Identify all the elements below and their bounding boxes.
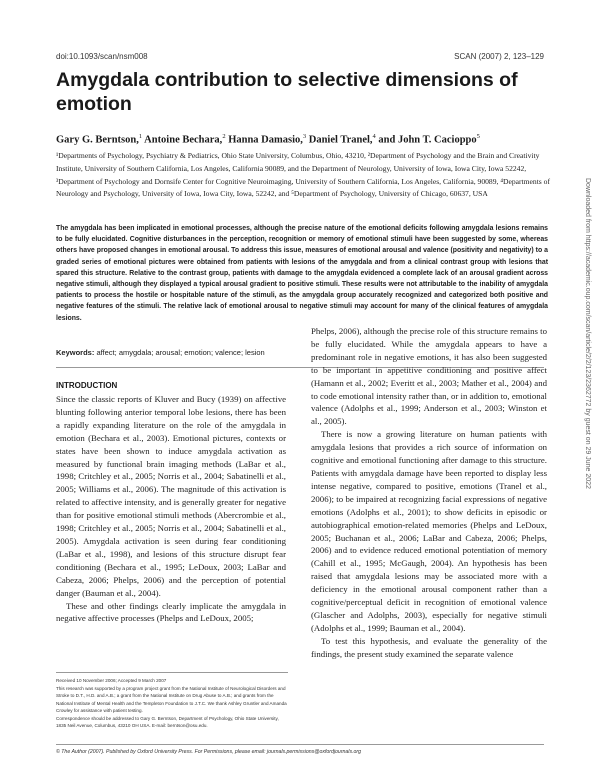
- paragraph: There is now a growing literature on human patients with amygdala lesions that provides a rich source of information on cognitive and emotional functioning after damage to this structure. Patients with amygdala damage have been reported to display less intense negative, compared to positive, emotions (Tranel et al., 2006); to be impaired at recognizing facial expressions of negative emotions (Adolphs et al., 2001); to show deficits in episodic or autobiographical emotion-related memories (Phelps and LeDoux, 2005; Buchanan et al., 2006; LaBar and Cabeza, 2006; Phelps, 2006) and to evidence reduced emotional potentiation of memory (Cahill et al., 1995; McGaugh, 2004). An hypothesis has been raised that amygdala lesions may be associated more with a deficiency in the emotional arousal component rather than a cognitive/perceptual deficit in recognition of emotional valence (Glascher and Adolphs, 2003), especially for negative stimuli (Adolphs et al., 1999; Bauman et al., 2004).: [311, 429, 547, 633]
- author-name: and John T. Cacioppo: [378, 134, 477, 146]
- funding-note: This research was supported by a program project grant from the National Institute of Neurological Disorders and Stroke to D.T., H.D. and A.B.; a grant from the National Institute on Drug Abuse to A.B.; and grants from the National Institute of Mental Health and the Templeton Foundation to J.T.C. We thank Ashley Gruntler and Amanda Crowley for assistance with patient testing.: [56, 685, 287, 713]
- affiliations: ¹Departments of Psychology, Psychiatry & Pediatrics, Ohio State University, Columbus, Ohio, 43210, ²Department of Psychology and the Brain and Creativity Institute, University of Southern California, Los Angeles, California 90089, and the Department of Neurology, University of Iowa, Iowa City, Iowa 52242, ³Department of Psychology and Dornsife Center for Cognitive Neuroimaging, University of Southern California, Los Angeles, California, 90089, ⁴Departments of Neurology and Psychology, University of Iowa, Iowa City, Iowa, 52242, and ⁵Department of Psychology, University of Chicago, 60637, USA: [56, 151, 550, 199]
- author-name: Daniel Tranel,: [308, 134, 373, 146]
- paragraph: Since the classic reports of Kluver and Bucy (1939) on affective blunting following anterior temporal lobe lesions, there has been a rapidly expanding literature on the role of the amygdala in emotion (Bechara et al., 2003). Emotional pictures, contexts or states have been shown to induce amygdala activation as measured by functional brain imaging methods (LaBar et al., 1998; Critchley et al., 2005; Norris et al., 2004; Sabatinelli et al., 2005; Williams et al., 2006). The magnitude of this activation is related to affective intensity, and is generally greater for negative than for positive emotional stimuli methods (Abercrombie et al., 1998; Critchley et al., 2005; Norris et al., 2004; Sabatinelli et al., 2005). Amygdala activation is seen during fear conditioning (LaBar et al., 1998), and lesions of this structure disrupt fear conditioning (Bechara et al., 1995; LeDoux, 2003; LaBar and Cabeza, 2006; Phelps, 2006) and the perception of potential danger (Bauman et al., 2004).: [56, 394, 286, 598]
- author-affiliation-number: 5: [476, 133, 480, 140]
- correspondence-note: Correspondence should be addressed to Gary G. Berntson, Department of Psychology, Ohio State University, 1835 Neil Avenue, Columbus, 43210 OH USA. E-mail: berntson@osu.edu.: [56, 715, 279, 728]
- paragraph: These and other findings clearly implicate the amygdala in negative affective processes (Phelps and LeDoux, 2005;: [56, 600, 286, 624]
- left-column: [56, 393, 286, 625]
- author-affiliation-number: 3: [302, 133, 307, 140]
- footnote-divider: [56, 672, 288, 673]
- download-watermark-text: Downloaded from https://academic.oup.com/scan/article/2/2/123/2362772 by guest on 29 June 2022: [584, 178, 591, 489]
- copyright-notice: © The Author (2007). Published by Oxford University Press. For Permissions, please email: journals.permissions@oxfordjournals.org: [56, 749, 361, 755]
- journal-citation: SCAN (2007) 2, 123–129: [454, 52, 544, 61]
- doi-label: doi:10.1093/scan/nsm008: [56, 52, 148, 61]
- author-affiliation-number: 4: [372, 133, 376, 140]
- author-name: Hanna Damasio,: [228, 134, 303, 146]
- article-title: Amygdala contribution to selective dimensions of emotion: [56, 69, 518, 115]
- author-affiliation-number: 1: [138, 133, 143, 140]
- copyright-divider: [56, 744, 544, 745]
- download-watermark: [583, 178, 591, 638]
- abstract: The amygdala has been implicated in emotional processes, although the precise nature of the emotional deficits following amygdala lesions remains to be fully elucidated. Cognitive disturbances in the perception, recognition or memory of emotional stimuli have been suggested by some, whereas others have proposed changes in emotional arousal. To address this issue, measures of emotional arousal and valence (positivity and negativity) to a graded series of emotional pictures were obtained from patients with lesions of the amygdala and from a clinical contrast group with lesions that spared this structure. Relative to the contrast group, patients with damage to the amygdala evidenced a complete lack of an arousal gradient across negative stimuli, although they displayed a typical arousal gradient to positive stimuli. These results were not attributable to the inability of amygdala patients to process the hostile or hospitable nature of the stimuli, as the amygdala group accurately recognized and categorized both positive and negative features of the stimuli. The relative lack of emotional arousal to negative stimuli may account for many of the clinical features of amygdala lesions.: [56, 225, 548, 322]
- author-affiliation-number: 2: [222, 133, 226, 140]
- right-column: [311, 325, 547, 661]
- keywords: [56, 348, 265, 357]
- author-name: Gary G. Berntson,: [56, 134, 139, 146]
- paragraph: To test this hypothesis, and evaluate the generality of the findings, the present study examined the separate valence: [311, 635, 547, 659]
- keywords-value: affect; amygdala; arousal; emotion; valence; lesion: [96, 348, 265, 357]
- author-name: Antoine Bechara,: [144, 134, 223, 146]
- author-list: [56, 133, 480, 146]
- received-date: Received 10 November 2006; Accepted 9 March 2007: [56, 678, 167, 683]
- paragraph: Phelps, 2006), although the precise role of this structure remains to be fully elucidated. While the amygdala appears to have a predominant role in negative emotions, it has also been suggested to be important in appetitive conditioning and positive affect (Hamann et al., 2002; Everitt et al., 2003; Mather et al., 2004) and to code emotional intensity rather than, or in addition to, emotional valence (Adolphs et al., 1999; Anderson et al., 2003; Winston et al., 2005).: [311, 326, 547, 427]
- footnotes: [56, 677, 288, 730]
- keywords-label: Keywords:: [56, 348, 95, 357]
- section-heading-introduction: INTRODUCTION: [56, 381, 118, 390]
